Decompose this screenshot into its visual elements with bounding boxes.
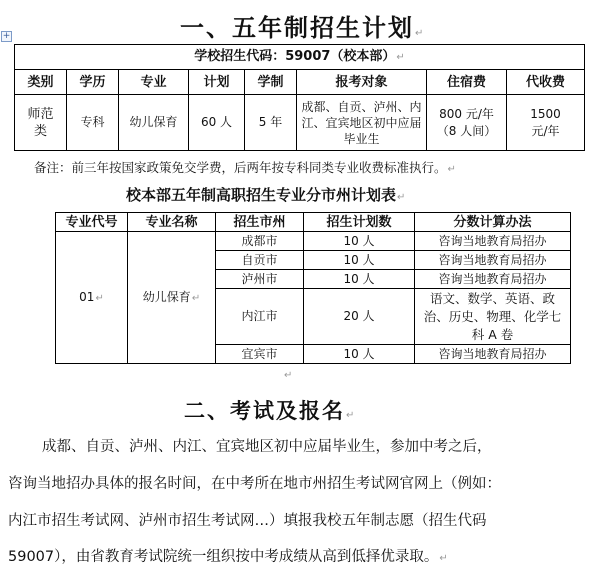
cell-plan: 60 人: [189, 95, 245, 151]
distribution-table-title: 校本部五年制高职招生专业分市州计划表↵: [126, 186, 406, 204]
empty-paragraph-mark: ↵: [284, 370, 293, 381]
cell-city: 泸州市: [216, 270, 304, 289]
exam-paragraph-line-1: 成都、自贡、泸州、内江、宜宾地区初中应届毕业生，参加中考之后，: [42, 439, 492, 455]
header-major-name: 专业名称: [128, 213, 216, 232]
note: 备注：前三年按国家政策免交学费，后两年按专科同类专业收费标准执行。↵: [34, 160, 456, 175]
header-fee: 代收费: [507, 70, 585, 95]
city-distribution-table: [55, 212, 571, 364]
cell-major: 幼儿保育: [119, 95, 189, 151]
cell-fee: 1500 元/年: [507, 95, 585, 151]
exam-paragraph-line-4: 59007），由省教育考试院统一组织按中考成绩从高到低择优录取。↵: [8, 549, 448, 565]
cell-count: 10 人: [304, 270, 415, 289]
cell-education: 专科: [67, 95, 119, 151]
enrollment-plan-table: [14, 44, 585, 151]
cell-method: 咨询当地教育局招办: [415, 345, 571, 364]
table-row: [56, 232, 571, 251]
table-move-handle[interactable]: +: [2, 31, 11, 41]
cell-method: 咨询当地教育局招办: [415, 232, 571, 251]
header-score-method: 分数计算办法: [415, 213, 571, 232]
cell-method: 咨询当地教育局招办: [415, 251, 571, 270]
header-city: 招生市州: [216, 213, 304, 232]
header-years: 学制: [245, 70, 297, 95]
exam-paragraph-line-2: 咨询当地招办具体的报名时间，在中考所在地市州招生考试网官网上（例如：: [8, 476, 501, 492]
cell-count: 20 人: [304, 289, 415, 345]
cell-count: 10 人: [304, 251, 415, 270]
cell-years: 5 年: [245, 95, 297, 151]
table-row: [15, 95, 585, 151]
cell-method: 咨询当地教育局招办: [415, 270, 571, 289]
header-education: 学历: [67, 70, 119, 95]
header-code: 专业代号: [56, 213, 128, 232]
cell-count: 10 人: [304, 345, 415, 364]
exam-paragraph-line-3: 内江市招生考试网、泸州市招生考试网…）填报我校五年制志愿（招生代码: [8, 513, 487, 529]
cell-target: 成都、自贡、泸州、内江、宜宾地区初中应届毕业生: [297, 95, 427, 151]
cell-method: 语文、数学、英语、政治、历史、物理、化学七科 A 卷: [415, 289, 571, 345]
school-code: 学校招生代码：59007（校本部）↵: [15, 45, 585, 70]
cell-city: 宜宾市: [216, 345, 304, 364]
header-target: 报考对象: [297, 70, 427, 95]
header-plan: 计划: [189, 70, 245, 95]
cell-city: 内江市: [216, 289, 304, 345]
header-major: 专业: [119, 70, 189, 95]
cell-city: 自贡市: [216, 251, 304, 270]
cell-lodging: 800 元/年（8 人间）: [427, 95, 507, 151]
header-lodging: 住宿费: [427, 70, 507, 95]
header-category: 类别: [15, 70, 67, 95]
cell-count: 10 人: [304, 232, 415, 251]
cell-city: 成都市: [216, 232, 304, 251]
section-title-plan: 一、五年制招生计划↵: [180, 14, 426, 42]
cell-major-code: 01↵: [56, 232, 128, 364]
cell-major-name: 幼儿保育↵: [128, 232, 216, 364]
header-plan-count: 招生计划数: [304, 213, 415, 232]
cell-category: 师范类: [15, 95, 67, 151]
section-title-exam: 二、考试及报名↵: [184, 399, 357, 423]
